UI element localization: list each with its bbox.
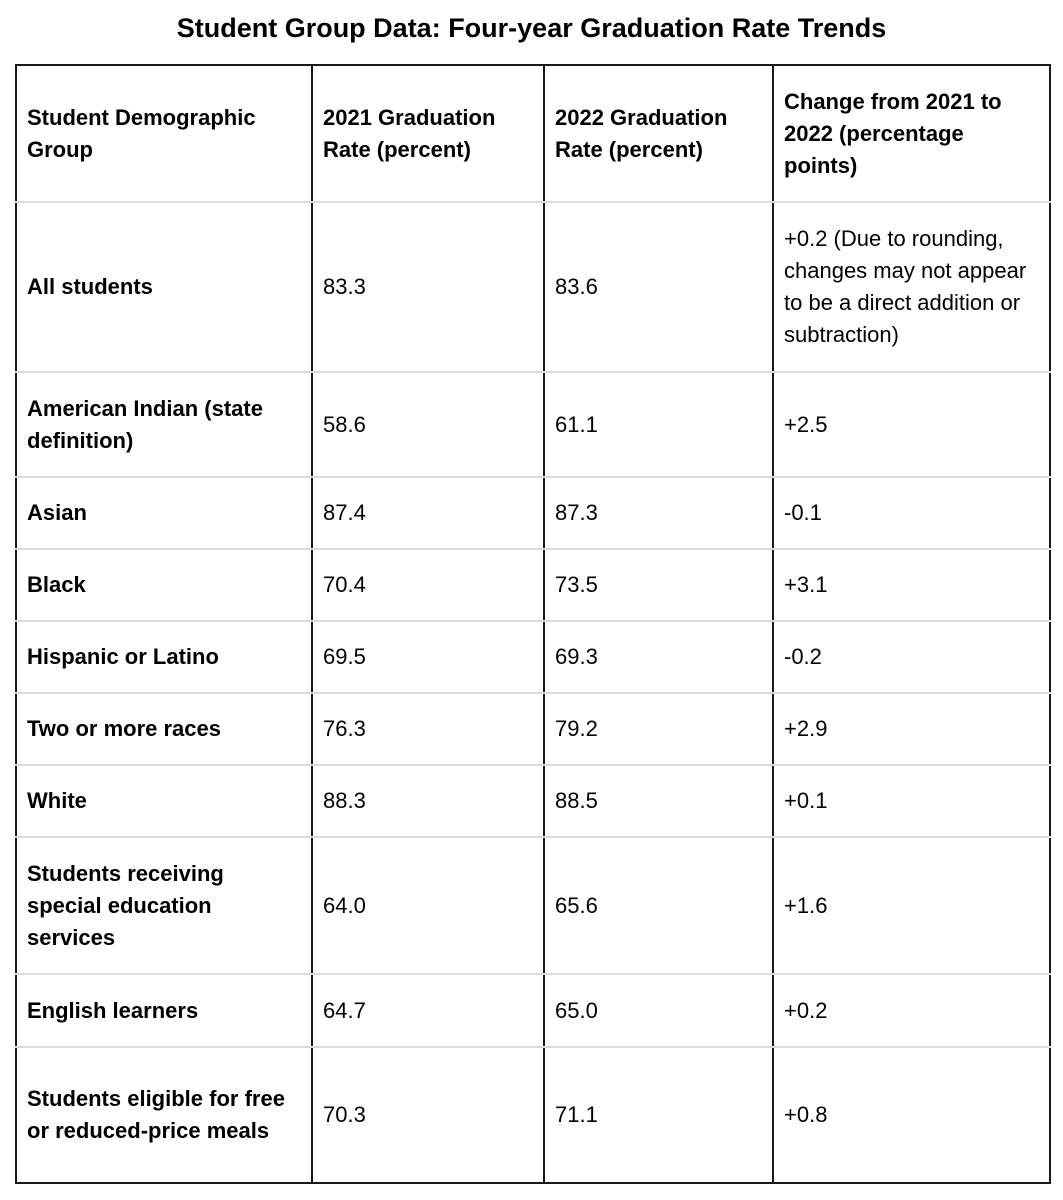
graduation-rate-table bbox=[15, 64, 1051, 1184]
row-group-label: Black bbox=[16, 549, 312, 621]
row-group-label: Students receiving special education services bbox=[16, 837, 312, 974]
row-group-label: Students eligible for free or reduced-price meals bbox=[27, 1086, 285, 1143]
row-rate-2021: 70.3 bbox=[312, 1047, 544, 1183]
row-group-label: White bbox=[16, 765, 312, 837]
table-row bbox=[16, 549, 1050, 621]
row-rate-2022: 69.3 bbox=[544, 621, 773, 693]
row-rate-2022: 61.1 bbox=[544, 372, 773, 477]
row-rate-2021: 69.5 bbox=[312, 621, 544, 693]
row-change: -0.2 bbox=[773, 621, 1050, 693]
row-rate-2021: 70.4 bbox=[312, 549, 544, 621]
table-row bbox=[16, 693, 1050, 765]
row-change: +1.6 bbox=[773, 837, 1050, 974]
table-row bbox=[16, 477, 1050, 549]
row-rate-2022: 71.1 bbox=[544, 1047, 773, 1183]
row-rate-2022: 73.5 bbox=[544, 549, 773, 621]
row-rate-2021: 83.3 bbox=[312, 202, 544, 372]
row-group-label: Asian bbox=[16, 477, 312, 549]
column-header-change: Change from 2021 to 2022 (percentage points) bbox=[773, 65, 1050, 202]
table-row bbox=[16, 837, 1050, 974]
row-change: +0.2 bbox=[773, 974, 1050, 1047]
row-group-label: English learners bbox=[16, 974, 312, 1047]
row-group-label: Hispanic or Latino bbox=[16, 621, 312, 693]
row-rate-2022: 65.6 bbox=[544, 837, 773, 974]
row-rate-2021: 76.3 bbox=[312, 693, 544, 765]
row-change: -0.1 bbox=[773, 477, 1050, 549]
row-rate-2021: 64.0 bbox=[312, 837, 544, 974]
row-change: +3.1 bbox=[773, 549, 1050, 621]
row-rate-2022: 65.0 bbox=[544, 974, 773, 1047]
row-rate-2022: 79.2 bbox=[544, 693, 773, 765]
table-row bbox=[16, 621, 1050, 693]
row-rate-2022: 83.6 bbox=[544, 202, 773, 372]
column-header-group: Student Demographic Group bbox=[16, 65, 312, 202]
row-rate-2022: 88.5 bbox=[544, 765, 773, 837]
table-row bbox=[16, 202, 1050, 372]
row-change: +0.1 bbox=[773, 765, 1050, 837]
table-row bbox=[16, 1047, 1050, 1183]
row-change: +0.2 (Due to rounding, changes may not appear to be a direct addition or subtraction) bbox=[773, 202, 1050, 372]
table-row bbox=[16, 372, 1050, 477]
column-header-2022: 2022 Graduation Rate (percent) bbox=[544, 65, 773, 202]
row-group-label: Two or more races bbox=[16, 693, 312, 765]
row-change: +2.9 bbox=[773, 693, 1050, 765]
row-rate-2021: 87.4 bbox=[312, 477, 544, 549]
row-rate-2022: 87.3 bbox=[544, 477, 773, 549]
row-group-label: All students bbox=[16, 202, 312, 372]
row-change: +0.8 bbox=[773, 1047, 1050, 1183]
table-row bbox=[16, 765, 1050, 837]
table-title: Student Group Data: Four-year Graduation Rate Trends bbox=[176, 13, 887, 43]
row-rate-2021: 58.6 bbox=[312, 372, 544, 477]
table-row bbox=[16, 974, 1050, 1047]
row-change: +2.5 bbox=[773, 372, 1050, 477]
column-header-2021: 2021 Graduation Rate (percent) bbox=[312, 65, 544, 202]
row-rate-2021: 64.7 bbox=[312, 974, 544, 1047]
row-group-label: American Indian (state definition) bbox=[16, 372, 312, 477]
header-row bbox=[16, 65, 1050, 202]
row-rate-2021: 88.3 bbox=[312, 765, 544, 837]
